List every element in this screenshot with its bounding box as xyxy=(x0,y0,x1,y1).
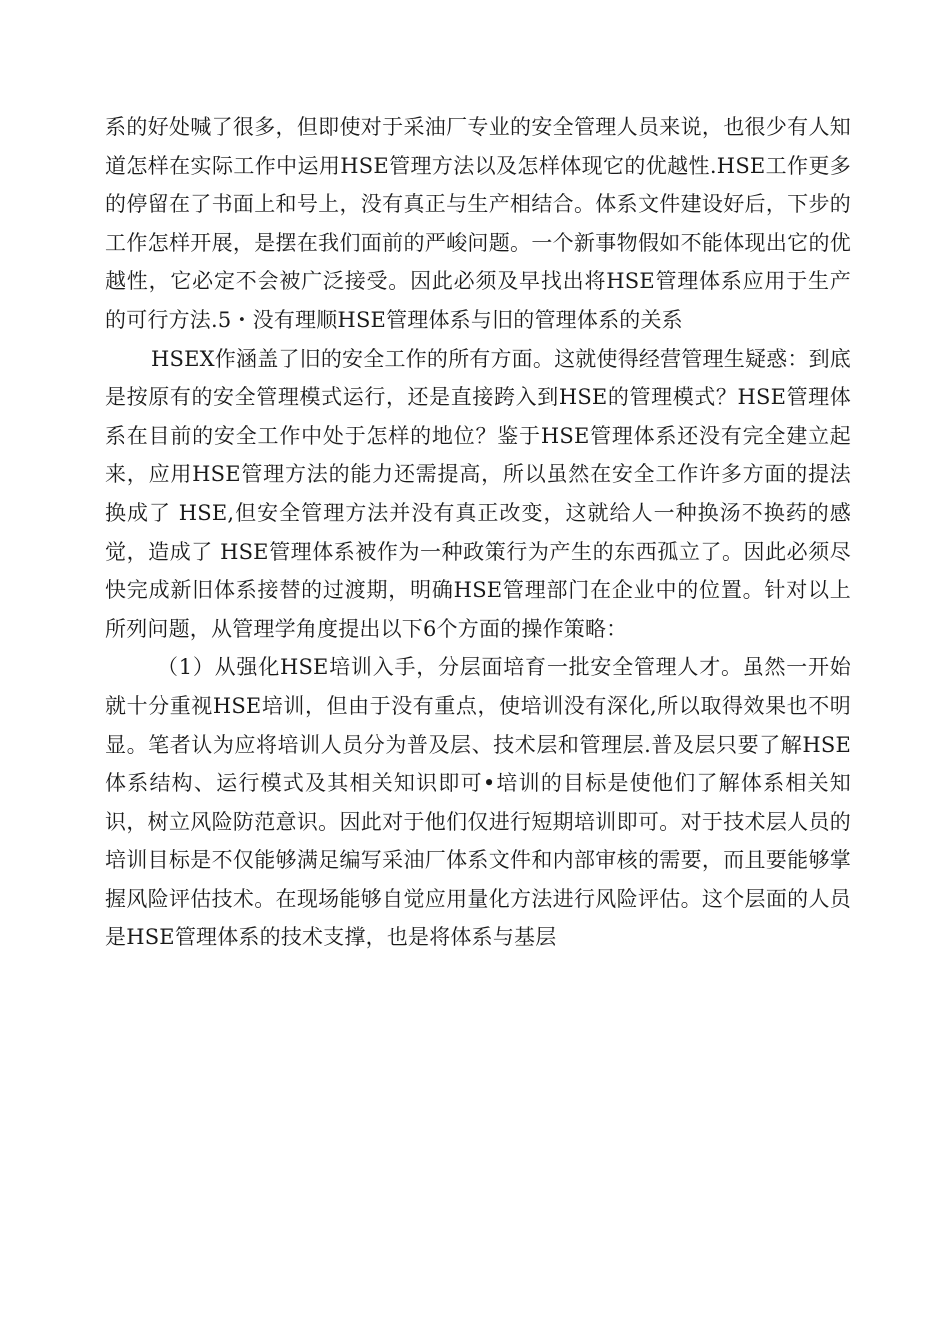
paragraph-strategy-1: （1）从强化HSE培训入手，分层面培育一批安全管理人才。虽然一开始就十分重视HSE培训，但由于没有重点，使培训没有深化,所以取得效果也不明显。笔者认为应将培训人员分为普及层、技术层和管理层.普及层只要了解HSE体系结构、运行模式及其相关知识即可•培训的目标是使他们了解体系相关知识，树立风险防范意识。因此对于他们仅进行短期培训即可。对于技术层人员的培训目标是不仅能够满足编写采油厂体系文件和内部审核的需要，而且要能够掌握风险评估技术。在现场能够自觉应用量化方法进行风险评估。这个层面的人员是HSE管理体系的技术支撑，也是将体系与基层 xyxy=(105,655,851,950)
document-page xyxy=(105,108,851,957)
paragraph-continuation: 系的好处喊了很多，但即使对于采油厂专业的安全管理人员来说，也很少有人知道怎样在实际工作中运用HSE管理方法以及怎样体现它的优越性.HSE工作更多的停留在了书面上和号上，没有真正与生产相结合。体系文件建设好后，下步的工作怎样开展，是摆在我们面前的严峻问题。一个新事物假如不能体现出它的优越性，它必定不会被广泛接受。因此必须及早找出将HSE管理体系应用于生产的可行方法.5・没有理顺HSE管理体系与旧的管理体系的关系 xyxy=(105,115,851,332)
paragraph-hse-transition: HSEX作涵盖了旧的安全工作的所有方面。这就使得经营管理生疑惑：到底是按原有的安全管理模式运行，还是直接跨入到HSE的管理模式？HSE管理体系在目前的安全工作中处于怎样的地位？鉴于HSE管理体系还没有完全建立起来，应用HSE管理方法的能力还需提高，所以虽然在安全工作许多方面的提法换成了 HSE,但安全管理方法并没有真正改变，这就给人一种换汤不换药的感觉，造成了 HSE管理体系被作为一种政策行为产生的东西孤立了。因此必须尽快完成新旧体系接替的过渡期，明确HSE管理部门在企业中的位置。针对以上所列问题，从管理学角度提出以下6个方面的操作策略： xyxy=(105,346,851,641)
